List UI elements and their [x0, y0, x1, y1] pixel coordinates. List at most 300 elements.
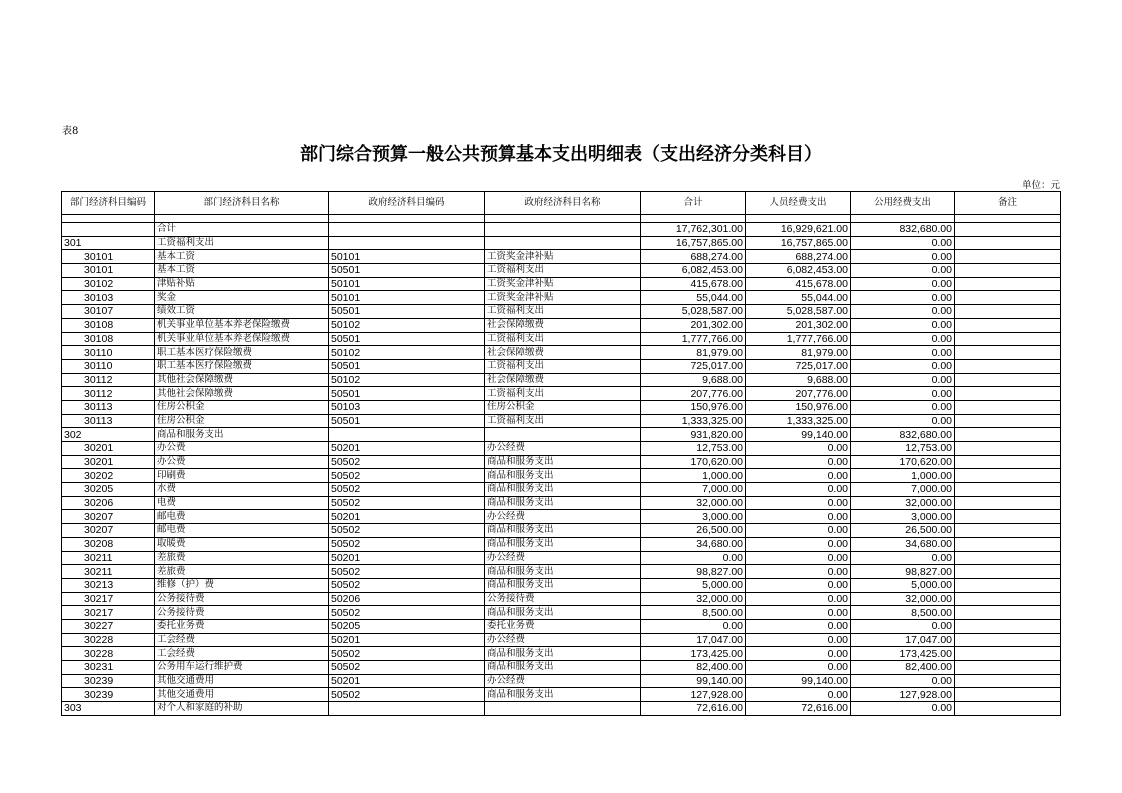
dept-code-cell: 30201 — [62, 442, 155, 456]
personnel-cell: 0.00 — [746, 510, 851, 524]
note-cell — [955, 414, 1061, 428]
table-row — [62, 565, 1061, 579]
gov-name-cell: 商品和服务支出 — [485, 578, 641, 592]
gov-name-cell: 住房公积金 — [485, 400, 641, 414]
total-cell: 17,047.00 — [641, 633, 746, 647]
dept-code-cell: 30227 — [62, 619, 155, 633]
public-cell: 8,500.00 — [851, 606, 955, 620]
blank-cell — [746, 215, 851, 223]
gov-code-cell — [329, 236, 485, 250]
total-cell: 17,762,301.00 — [641, 223, 746, 237]
personnel-cell: 0.00 — [746, 688, 851, 702]
public-cell: 98,827.00 — [851, 565, 955, 579]
public-cell: 12,753.00 — [851, 442, 955, 456]
gov-code-cell: 50201 — [329, 442, 485, 456]
note-cell — [955, 223, 1061, 237]
public-cell: 0.00 — [851, 236, 955, 250]
gov-code-cell: 50502 — [329, 496, 485, 510]
gov-code-cell — [329, 702, 485, 716]
table-row — [62, 387, 1061, 401]
total-cell: 170,620.00 — [641, 455, 746, 469]
table-row — [62, 647, 1061, 661]
personnel-cell: 99,140.00 — [746, 428, 851, 442]
table-row — [62, 359, 1061, 373]
table-row — [62, 264, 1061, 278]
dept-code-cell: 30113 — [62, 400, 155, 414]
dept-name-cell: 津贴补贴 — [155, 277, 329, 291]
gov-name-cell: 商品和服务支出 — [485, 496, 641, 510]
note-cell — [955, 428, 1061, 442]
personnel-cell: 0.00 — [746, 496, 851, 510]
dept-name-cell: 工资福利支出 — [155, 236, 329, 250]
gov-name-cell: 办公经费 — [485, 510, 641, 524]
gov-name-cell: 社会保障缴费 — [485, 373, 641, 387]
dept-name-cell: 工会经费 — [155, 633, 329, 647]
total-cell: 55,044.00 — [641, 291, 746, 305]
gov-name-cell: 商品和服务支出 — [485, 524, 641, 538]
personnel-cell: 725,017.00 — [746, 359, 851, 373]
blank-cell — [329, 215, 485, 223]
total-cell: 931,820.00 — [641, 428, 746, 442]
gov-code-cell: 50103 — [329, 400, 485, 414]
dept-name-cell: 公务接待费 — [155, 592, 329, 606]
gov-name-cell: 办公经费 — [485, 633, 641, 647]
table-row — [62, 346, 1061, 360]
dept-name-cell: 职工基本医疗保险缴费 — [155, 346, 329, 360]
note-cell — [955, 524, 1061, 538]
gov-code-cell: 50501 — [329, 332, 485, 346]
note-cell — [955, 483, 1061, 497]
gov-name-cell: 工资福利支出 — [485, 387, 641, 401]
public-cell: 3,000.00 — [851, 510, 955, 524]
total-cell: 98,827.00 — [641, 565, 746, 579]
gov-name-cell: 工资福利支出 — [485, 305, 641, 319]
personnel-cell: 150,976.00 — [746, 400, 851, 414]
table-row — [62, 332, 1061, 346]
dept-name-cell: 其他交通费用 — [155, 674, 329, 688]
gov-code-cell — [329, 223, 485, 237]
dept-name-cell: 对个人和家庭的补助 — [155, 702, 329, 716]
table-row — [62, 400, 1061, 414]
dept-name-cell: 基本工资 — [155, 250, 329, 264]
note-cell — [955, 455, 1061, 469]
total-cell: 127,928.00 — [641, 688, 746, 702]
dept-name-cell: 住房公积金 — [155, 400, 329, 414]
note-cell — [955, 537, 1061, 551]
blank-cell — [485, 215, 641, 223]
dept-code-cell: 301 — [62, 236, 155, 250]
public-cell: 832,680.00 — [851, 428, 955, 442]
note-cell — [955, 551, 1061, 565]
total-cell: 207,776.00 — [641, 387, 746, 401]
note-cell — [955, 592, 1061, 606]
gov-name-cell: 工资奖金津补贴 — [485, 291, 641, 305]
total-cell: 0.00 — [641, 551, 746, 565]
header-note: 备注 — [955, 192, 1061, 215]
table-row — [62, 702, 1061, 716]
public-cell: 0.00 — [851, 387, 955, 401]
table-row — [62, 442, 1061, 456]
table-row — [62, 578, 1061, 592]
note-cell — [955, 578, 1061, 592]
gov-code-cell: 50102 — [329, 346, 485, 360]
dept-code-cell: 30102 — [62, 277, 155, 291]
personnel-cell: 0.00 — [746, 661, 851, 675]
personnel-cell: 81,979.00 — [746, 346, 851, 360]
dept-code-cell: 30103 — [62, 291, 155, 305]
table-row — [62, 305, 1061, 319]
public-cell: 127,928.00 — [851, 688, 955, 702]
personnel-cell: 0.00 — [746, 524, 851, 538]
note-cell — [955, 442, 1061, 456]
gov-code-cell: 50201 — [329, 633, 485, 647]
dept-code-cell: 30205 — [62, 483, 155, 497]
public-cell: 82,400.00 — [851, 661, 955, 675]
personnel-cell: 16,757,865.00 — [746, 236, 851, 250]
dept-code-cell: 30113 — [62, 414, 155, 428]
gov-code-cell: 50502 — [329, 688, 485, 702]
note-cell — [955, 250, 1061, 264]
dept-code-cell: 30206 — [62, 496, 155, 510]
gov-code-cell: 50201 — [329, 510, 485, 524]
personnel-cell: 16,929,621.00 — [746, 223, 851, 237]
note-cell — [955, 674, 1061, 688]
total-cell: 1,000.00 — [641, 469, 746, 483]
gov-name-cell: 工资福利支出 — [485, 359, 641, 373]
total-cell: 5,000.00 — [641, 578, 746, 592]
total-cell: 7,000.00 — [641, 483, 746, 497]
dept-code-cell: 30207 — [62, 510, 155, 524]
gov-code-cell: 50201 — [329, 551, 485, 565]
dept-name-cell: 公务用车运行维护费 — [155, 661, 329, 675]
public-cell: 32,000.00 — [851, 496, 955, 510]
dept-code-cell: 30108 — [62, 318, 155, 332]
note-cell — [955, 332, 1061, 346]
public-cell: 0.00 — [851, 414, 955, 428]
personnel-cell: 688,274.00 — [746, 250, 851, 264]
table-row — [62, 250, 1061, 264]
personnel-cell: 0.00 — [746, 578, 851, 592]
public-cell: 0.00 — [851, 359, 955, 373]
gov-code-cell: 50101 — [329, 277, 485, 291]
dept-name-cell: 电费 — [155, 496, 329, 510]
public-cell: 0.00 — [851, 277, 955, 291]
dept-code-cell: 30101 — [62, 250, 155, 264]
personnel-cell: 55,044.00 — [746, 291, 851, 305]
dept-code-cell: 30110 — [62, 346, 155, 360]
personnel-cell: 1,777,766.00 — [746, 332, 851, 346]
public-cell: 0.00 — [851, 250, 955, 264]
gov-code-cell: 50502 — [329, 483, 485, 497]
note-cell — [955, 565, 1061, 579]
note-cell — [955, 236, 1061, 250]
blank-cell — [62, 215, 155, 223]
note-cell — [955, 647, 1061, 661]
dept-code-cell: 30207 — [62, 524, 155, 538]
personnel-cell: 0.00 — [746, 551, 851, 565]
personnel-cell: 415,678.00 — [746, 277, 851, 291]
dept-code-cell: 30101 — [62, 264, 155, 278]
dept-name-cell: 工会经费 — [155, 647, 329, 661]
public-cell: 0.00 — [851, 674, 955, 688]
blank-cell — [955, 215, 1061, 223]
public-cell: 17,047.00 — [851, 633, 955, 647]
gov-code-cell: 50501 — [329, 359, 485, 373]
total-cell: 12,753.00 — [641, 442, 746, 456]
dept-code-cell: 30208 — [62, 537, 155, 551]
gov-name-cell: 办公经费 — [485, 442, 641, 456]
dept-name-cell: 其他交通费用 — [155, 688, 329, 702]
total-cell: 415,678.00 — [641, 277, 746, 291]
gov-code-cell: 50501 — [329, 264, 485, 278]
gov-code-cell: 50501 — [329, 387, 485, 401]
dept-code-cell: 30202 — [62, 469, 155, 483]
dept-name-cell: 差旅费 — [155, 565, 329, 579]
public-cell: 170,620.00 — [851, 455, 955, 469]
public-cell: 0.00 — [851, 346, 955, 360]
personnel-cell: 99,140.00 — [746, 674, 851, 688]
public-cell: 0.00 — [851, 332, 955, 346]
table-row — [62, 510, 1061, 524]
total-cell: 1,333,325.00 — [641, 414, 746, 428]
personnel-cell: 0.00 — [746, 442, 851, 456]
dept-code-cell — [62, 223, 155, 237]
dept-name-cell: 合计 — [155, 223, 329, 237]
personnel-cell: 0.00 — [746, 469, 851, 483]
table-row — [62, 414, 1061, 428]
table-number: 表8 — [62, 126, 79, 137]
personnel-cell: 0.00 — [746, 565, 851, 579]
gov-code-cell: 50502 — [329, 606, 485, 620]
gov-code-cell: 50101 — [329, 291, 485, 305]
personnel-cell: 72,616.00 — [746, 702, 851, 716]
total-cell: 0.00 — [641, 619, 746, 633]
total-cell: 3,000.00 — [641, 510, 746, 524]
public-cell: 5,000.00 — [851, 578, 955, 592]
table-row — [62, 661, 1061, 675]
gov-name-cell: 公务接待费 — [485, 592, 641, 606]
dept-code-cell: 30217 — [62, 606, 155, 620]
table-row — [62, 373, 1061, 387]
gov-name-cell: 工资福利支出 — [485, 332, 641, 346]
dept-code-cell: 302 — [62, 428, 155, 442]
public-cell: 0.00 — [851, 318, 955, 332]
dept-name-cell: 住房公积金 — [155, 414, 329, 428]
gov-code-cell — [329, 428, 485, 442]
gov-name-cell: 商品和服务支出 — [485, 606, 641, 620]
blank-cell — [851, 215, 955, 223]
note-cell — [955, 346, 1061, 360]
total-cell: 34,680.00 — [641, 537, 746, 551]
public-cell: 0.00 — [851, 305, 955, 319]
expenditure-detail-table — [61, 191, 1061, 716]
personnel-cell: 9,688.00 — [746, 373, 851, 387]
total-cell: 688,274.00 — [641, 250, 746, 264]
header-total: 合计 — [641, 192, 746, 215]
gov-name-cell — [485, 702, 641, 716]
gov-code-cell: 50502 — [329, 455, 485, 469]
public-cell: 0.00 — [851, 400, 955, 414]
dept-code-cell: 30112 — [62, 387, 155, 401]
total-cell: 81,979.00 — [641, 346, 746, 360]
header-gov-code: 政府经济科目编码 — [329, 192, 485, 215]
personnel-cell: 0.00 — [746, 647, 851, 661]
personnel-cell: 0.00 — [746, 619, 851, 633]
table-row — [62, 318, 1061, 332]
dept-name-cell: 其他社会保障缴费 — [155, 373, 329, 387]
dept-name-cell: 邮电费 — [155, 510, 329, 524]
gov-name-cell: 社会保障缴费 — [485, 346, 641, 360]
total-cell: 201,302.00 — [641, 318, 746, 332]
personnel-cell: 201,302.00 — [746, 318, 851, 332]
table-row — [62, 674, 1061, 688]
public-cell: 0.00 — [851, 619, 955, 633]
dept-name-cell: 水费 — [155, 483, 329, 497]
note-cell — [955, 318, 1061, 332]
blank-cell — [641, 215, 746, 223]
dept-code-cell: 30213 — [62, 578, 155, 592]
public-cell: 0.00 — [851, 702, 955, 716]
gov-code-cell: 50206 — [329, 592, 485, 606]
dept-name-cell: 印刷费 — [155, 469, 329, 483]
dept-code-cell: 30112 — [62, 373, 155, 387]
dept-name-cell: 商品和服务支出 — [155, 428, 329, 442]
note-cell — [955, 373, 1061, 387]
header-personnel: 人员经费支出 — [746, 192, 851, 215]
table-row — [62, 537, 1061, 551]
public-cell: 173,425.00 — [851, 647, 955, 661]
public-cell: 0.00 — [851, 373, 955, 387]
total-cell: 150,976.00 — [641, 400, 746, 414]
dept-name-cell: 职工基本医疗保险缴费 — [155, 359, 329, 373]
public-cell: 0.00 — [851, 264, 955, 278]
dept-code-cell: 30107 — [62, 305, 155, 319]
unit-label: 单位：元 — [1021, 180, 1060, 191]
header-dept-name: 部门经济科目名称 — [155, 192, 329, 215]
public-cell: 26,500.00 — [851, 524, 955, 538]
total-cell: 173,425.00 — [641, 647, 746, 661]
total-cell: 82,400.00 — [641, 661, 746, 675]
header-public: 公用经费支出 — [851, 192, 955, 215]
dept-code-cell: 30211 — [62, 565, 155, 579]
gov-code-cell: 50502 — [329, 565, 485, 579]
dept-code-cell: 30217 — [62, 592, 155, 606]
gov-name-cell — [485, 236, 641, 250]
gov-name-cell: 商品和服务支出 — [485, 647, 641, 661]
gov-name-cell: 商品和服务支出 — [485, 565, 641, 579]
blank-cell — [155, 215, 329, 223]
gov-code-cell: 50205 — [329, 619, 485, 633]
header-gov-name: 政府经济科目名称 — [485, 192, 641, 215]
table-row — [62, 524, 1061, 538]
personnel-cell: 207,776.00 — [746, 387, 851, 401]
public-cell: 1,000.00 — [851, 469, 955, 483]
gov-name-cell: 商品和服务支出 — [485, 455, 641, 469]
table-row — [62, 496, 1061, 510]
table-row — [62, 223, 1061, 237]
dept-code-cell: 30110 — [62, 359, 155, 373]
note-cell — [955, 387, 1061, 401]
total-cell: 8,500.00 — [641, 606, 746, 620]
gov-name-cell: 办公经费 — [485, 674, 641, 688]
total-cell: 26,500.00 — [641, 524, 746, 538]
gov-name-cell — [485, 428, 641, 442]
table-row — [62, 633, 1061, 647]
public-cell: 0.00 — [851, 551, 955, 565]
dept-name-cell: 奖金 — [155, 291, 329, 305]
gov-code-cell: 50502 — [329, 661, 485, 675]
note-cell — [955, 277, 1061, 291]
total-cell: 16,757,865.00 — [641, 236, 746, 250]
gov-code-cell: 50501 — [329, 414, 485, 428]
table-row — [62, 291, 1061, 305]
dept-name-cell: 机关事业单位基本养老保险缴费 — [155, 332, 329, 346]
note-cell — [955, 359, 1061, 373]
total-cell: 5,028,587.00 — [641, 305, 746, 319]
gov-name-cell: 办公经费 — [485, 551, 641, 565]
total-cell: 72,616.00 — [641, 702, 746, 716]
gov-code-cell: 50502 — [329, 647, 485, 661]
dept-name-cell: 其他社会保障缴费 — [155, 387, 329, 401]
total-cell: 32,000.00 — [641, 592, 746, 606]
public-cell: 34,680.00 — [851, 537, 955, 551]
gov-name-cell: 商品和服务支出 — [485, 537, 641, 551]
total-cell: 99,140.00 — [641, 674, 746, 688]
public-cell: 7,000.00 — [851, 483, 955, 497]
gov-name-cell: 工资福利支出 — [485, 414, 641, 428]
dept-code-cell: 30231 — [62, 661, 155, 675]
table-row — [62, 236, 1061, 250]
table-body — [62, 223, 1061, 716]
personnel-cell: 0.00 — [746, 592, 851, 606]
dept-name-cell: 机关事业单位基本养老保险缴费 — [155, 318, 329, 332]
dept-name-cell: 维修（护）费 — [155, 578, 329, 592]
note-cell — [955, 661, 1061, 675]
gov-code-cell: 50502 — [329, 469, 485, 483]
gov-name-cell — [485, 223, 641, 237]
gov-name-cell: 商品和服务支出 — [485, 661, 641, 675]
note-cell — [955, 496, 1061, 510]
header-dept-code: 部门经济科目编码 — [62, 192, 155, 215]
dept-code-cell: 30239 — [62, 674, 155, 688]
gov-name-cell: 工资奖金津补贴 — [485, 250, 641, 264]
personnel-cell: 0.00 — [746, 455, 851, 469]
personnel-cell: 1,333,325.00 — [746, 414, 851, 428]
gov-code-cell: 50102 — [329, 318, 485, 332]
total-cell: 6,082,453.00 — [641, 264, 746, 278]
dept-name-cell: 办公费 — [155, 455, 329, 469]
dept-name-cell: 办公费 — [155, 442, 329, 456]
dept-code-cell: 30201 — [62, 455, 155, 469]
gov-name-cell: 商品和服务支出 — [485, 688, 641, 702]
page-title: 部门综合预算一般公共预算基本支出明细表（支出经济分类科目） — [300, 144, 822, 165]
note-cell — [955, 305, 1061, 319]
dept-code-cell: 30228 — [62, 647, 155, 661]
table-row — [62, 619, 1061, 633]
dept-name-cell: 基本工资 — [155, 264, 329, 278]
note-cell — [955, 688, 1061, 702]
total-cell: 9,688.00 — [641, 373, 746, 387]
note-cell — [955, 619, 1061, 633]
gov-name-cell: 工资奖金津补贴 — [485, 277, 641, 291]
dept-name-cell: 公务接待费 — [155, 606, 329, 620]
personnel-cell: 0.00 — [746, 633, 851, 647]
dept-name-cell: 委托业务费 — [155, 619, 329, 633]
table-row — [62, 277, 1061, 291]
table-row — [62, 592, 1061, 606]
table-row — [62, 688, 1061, 702]
note-cell — [955, 606, 1061, 620]
